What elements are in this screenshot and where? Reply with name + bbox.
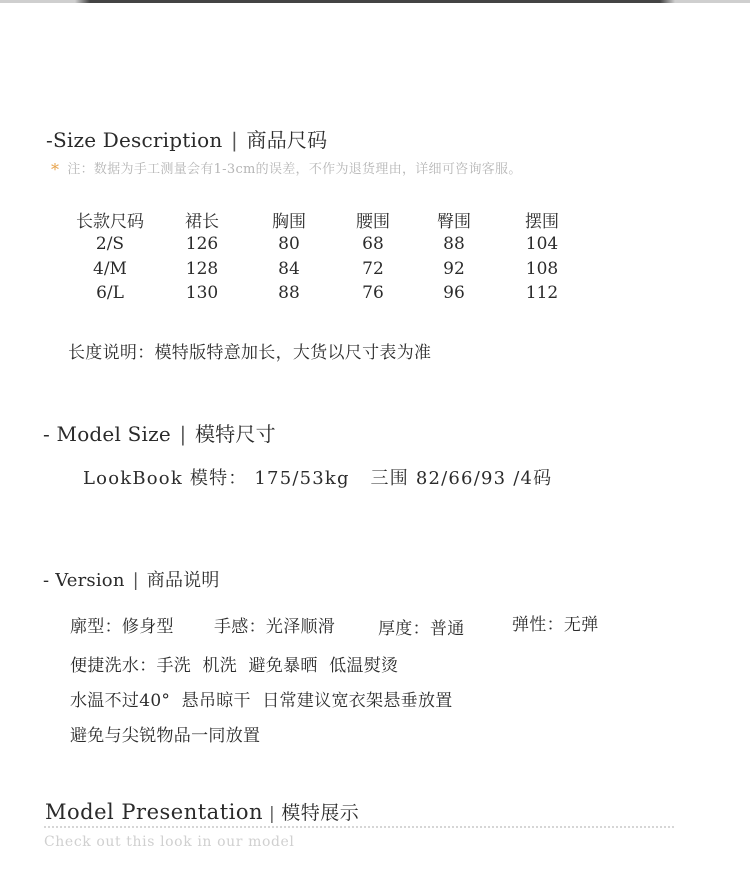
table-cell: 108 [525,258,559,279]
size-note [51,158,522,177]
table-cell: 112 [525,283,559,304]
version-section-title [43,566,220,592]
table-row [66,232,594,257]
storage-instructions: 避免与尖锐物品一同放置 [70,726,261,746]
size-section-title [46,124,327,153]
size-table [66,207,594,306]
size-title-en: -Size Description [46,128,223,152]
table-cell: 88 [443,234,465,255]
model-title-en: - Model Size [43,422,171,446]
table-cell: 130 [185,283,219,304]
table-cell: 126 [185,234,219,255]
model-title-separator: | [179,422,187,446]
presentation-title [45,798,359,825]
wash-instructions: 便捷洗水：手洗 机洗 避免暴晒 低温熨烫 [70,656,399,676]
header-cell: 臀围 [437,212,471,232]
table-cell: 84 [278,258,300,279]
header-cell: 裙长 [185,212,219,232]
asterisk-icon: * [51,160,60,179]
dotted-divider [44,826,674,828]
table-cell: 6/L [96,283,124,304]
table-cell: 96 [443,283,465,304]
header-cell: 长款尺码 [76,212,144,232]
table-cell: 4/M [93,258,127,279]
size-title-separator: | [231,128,238,152]
size-note-text: 注：数据为手工测量会有1-3cm的误差，不作为退货理由，详细可咨询客服。 [67,162,522,177]
table-cell: 104 [525,234,559,255]
table-cell: 128 [185,258,219,279]
header-cell: 腰围 [356,212,390,232]
table-row [66,281,594,306]
elasticity-spec: 弹性：无弹 [512,615,599,635]
table-header-row [66,207,594,232]
table-cell: 80 [278,234,300,255]
lookbook-measurements: LookBook 模特： 175/53kg 三围 82/66/93 /4码 [83,468,553,489]
size-title-cn: 商品尺码 [246,128,328,152]
presentation-title-cn: 模特展示 [281,802,360,824]
model-section-title [43,418,276,447]
version-title-en: - Version [43,570,125,591]
table-row [66,257,594,282]
feel-spec: 手感：光泽顺滑 [214,617,336,637]
length-note: 长度说明：模特版特意加长，大货以尺寸表为准 [68,343,432,363]
table-cell: 76 [362,283,384,304]
version-title-cn: 商品说明 [146,570,220,591]
presentation-subtitle: Check out this look in our model [44,834,295,850]
water-temp-instructions: 水温不过40° 悬吊晾干 日常建议宽衣架悬垂放置 [70,691,453,711]
table-cell: 2/S [95,234,125,255]
version-title-separator: | [132,570,139,591]
header-cell: 胸围 [272,212,306,232]
fit-spec: 廓型：修身型 [70,617,174,637]
presentation-title-separator: | [269,804,276,824]
thickness-spec: 厚度：普通 [378,619,465,639]
table-cell: 68 [362,234,384,255]
table-cell: 88 [278,283,300,304]
table-cell: 72 [362,258,384,279]
table-cell: 92 [443,258,465,279]
model-title-cn: 模特尺寸 [194,422,276,446]
presentation-title-en: Model Presentation [45,800,264,824]
header-cell: 摆围 [525,212,559,232]
top-image-edge [0,0,750,3]
